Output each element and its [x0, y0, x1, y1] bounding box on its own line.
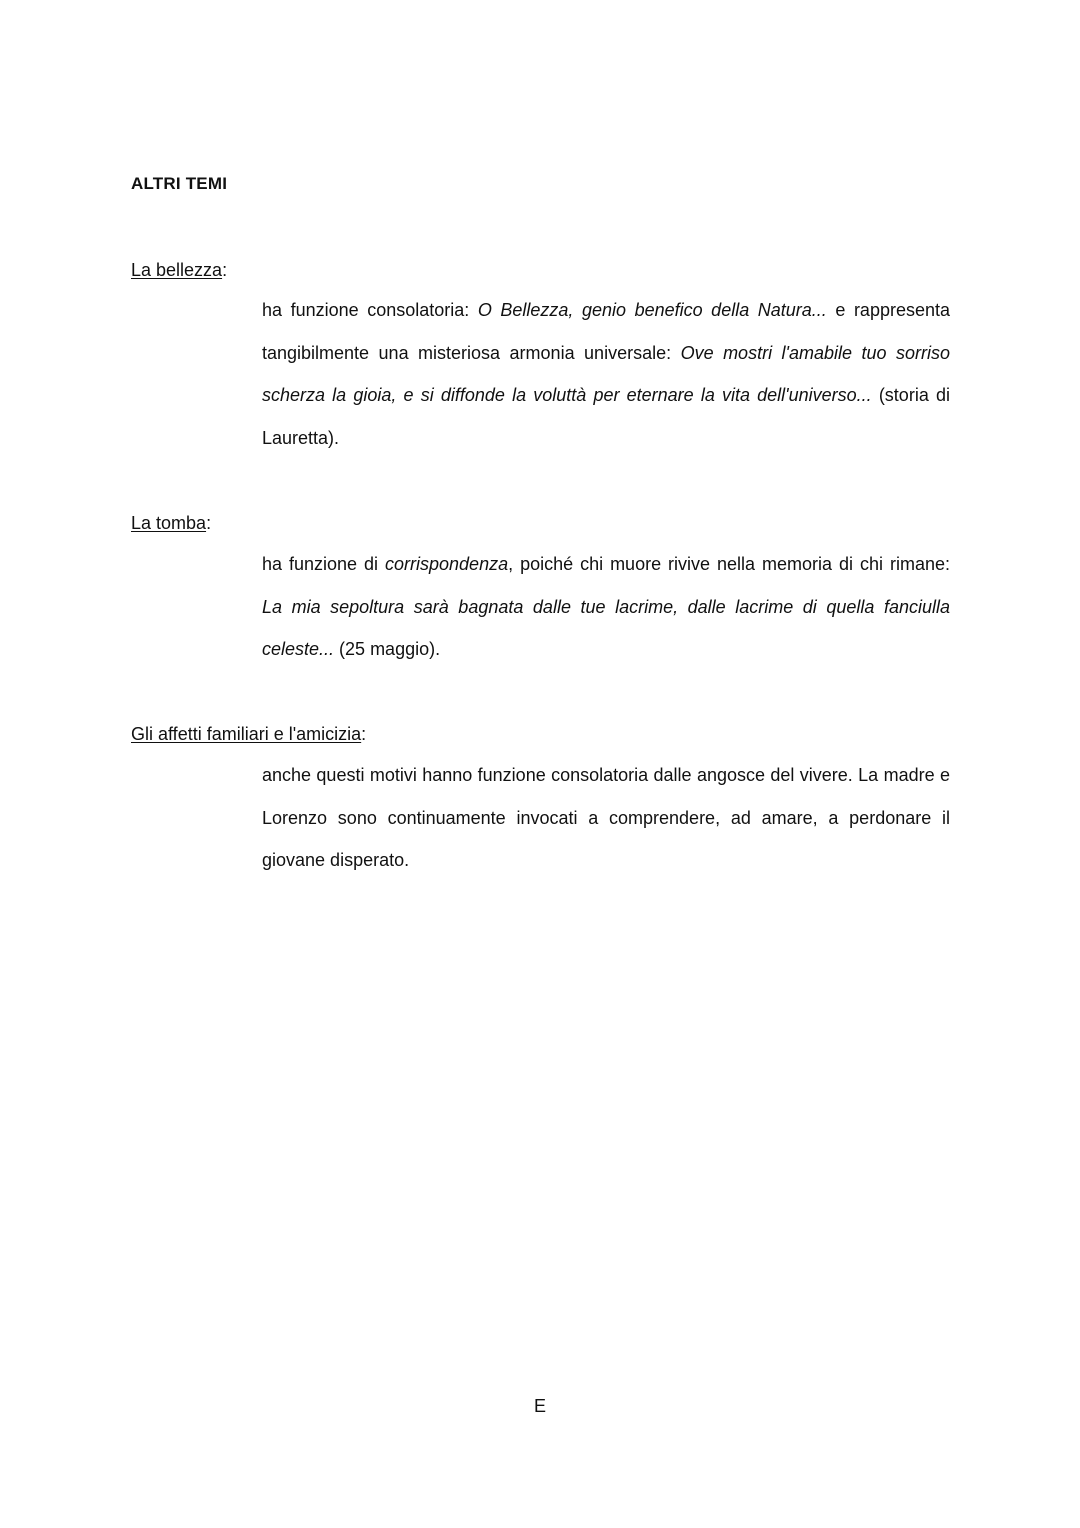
- body-run: (storia di Lauretta).: [262, 385, 950, 448]
- topic-label-colon: :: [361, 724, 367, 744]
- quote-run: Ove mostri l'amabile tuo sorriso scherza la gioia, e si diffonde la voluttà per eternare la vita dell'universo...: [262, 342, 950, 406]
- body-run: (25 maggio).: [334, 639, 441, 660]
- topic-label-tomba: [131, 512, 211, 534]
- section-heading: ALTRI TEMI: [131, 174, 228, 193]
- topic-label-text: Gli affetti familiari e l'amicizia: [131, 724, 362, 744]
- topic-label-colon: :: [222, 260, 228, 280]
- body-run: ha funzione di: [262, 554, 386, 574]
- quote-run: O Bellezza, genio benefico della Natura...: [477, 300, 827, 320]
- topic-label-text: La bellezza: [131, 260, 223, 280]
- topic-label-bellezza: [131, 259, 227, 281]
- page-number: E: [533, 1396, 546, 1416]
- topic-body-bellezza: [262, 289, 950, 459]
- body-run: e rappresenta tangibilmente una misteriosa armonia universale:: [262, 300, 951, 363]
- quote-run: La mia sepoltura sarà bagnata dalle tue lacrime, dalle lacrime di quella fanciulla celeste...: [262, 596, 950, 660]
- topic-label-text: La tomba: [131, 513, 207, 533]
- body-run: anche questi motivi hanno funzione consolatoria dalle angosce del vivere. La madre e Lorenzo sono continuamente invocati a comprendere, ad amare, a perdonare il giovane disperato.: [262, 765, 950, 871]
- quote-run: corrispondenza: [385, 554, 509, 574]
- topic-label-affetti: [131, 723, 366, 745]
- topic-label-colon: :: [206, 513, 212, 533]
- body-run: ha funzione consolatoria:: [262, 300, 478, 320]
- topic-body-affetti: [262, 754, 950, 882]
- topic-body-tomba: [262, 543, 950, 671]
- body-run: , poiché chi muore rivive nella memoria di chi rimane:: [508, 554, 951, 574]
